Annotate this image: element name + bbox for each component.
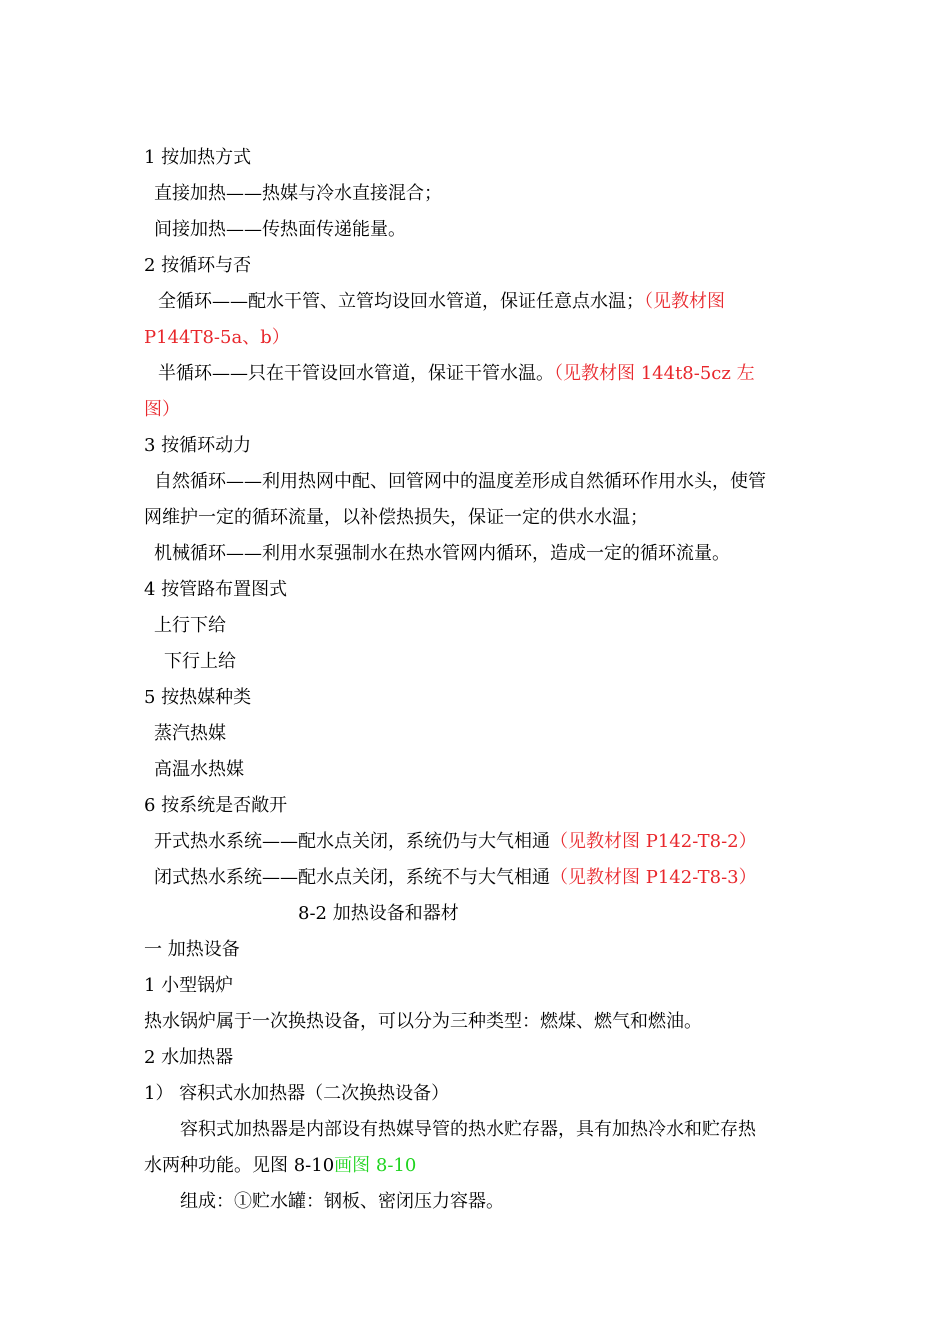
text-bottom-up: 下行上给 (164, 651, 236, 672)
heading-heat-medium: 5 按热媒种类 (144, 687, 252, 708)
text-top-down: 上行下给 (154, 615, 226, 636)
text-closed-system: 闭式热水系统——配水点关闭，系统不与大气相通（见教材图 P142-T8-3） (154, 867, 757, 888)
heading-pipe-layout: 4 按管路布置图式 (144, 579, 288, 600)
ref-note-continued: P144T8-5a、b） (144, 327, 290, 348)
text-direct-heating: 直接加热——热媒与冷水直接混合； (154, 183, 442, 204)
heading-water-heater: 2 水加热器 (144, 1047, 234, 1068)
text-mechanical-circulation: 机械循环——利用水泵强制水在热水管网内循环，造成一定的循环流量。 (154, 543, 730, 564)
text-indirect-heating: 间接加热——传热面传递能量。 (154, 219, 406, 240)
ref-note: （见教材图 144t8-5cz 左 (554, 363, 755, 384)
heading-heating-equipment: 一 加热设备 (144, 939, 240, 960)
ref-note-continued: 图） (144, 399, 180, 420)
ref-note: （见教材图 P142-T8-3） (550, 867, 757, 888)
heading-circulation-power: 3 按循环动力 (144, 435, 252, 456)
heading-small-boiler: 1 小型锅炉 (144, 975, 234, 996)
heading-heating-method: 1 按加热方式 (144, 147, 252, 168)
text-volumetric-description: 容积式加热器是内部设有热媒导管的热水贮存器，具有加热冷水和贮存热 (180, 1119, 756, 1140)
heading-volumetric-heater: 1） 容积式水加热器（二次换热设备） (144, 1083, 450, 1104)
heading-open-system: 6 按系统是否敞开 (144, 795, 288, 816)
text-composition: 组成：①贮水罐：钢板、密闭压力容器。 (180, 1191, 504, 1212)
heading-circulation: 2 按循环与否 (144, 255, 252, 276)
ref-note: （见教材图 (644, 291, 725, 312)
text-hot-water-medium: 高温水热媒 (154, 759, 244, 780)
text-steam-medium: 蒸汽热媒 (154, 723, 226, 744)
text-half-circulation: 半循环——只在干管设回水管道，保证干管水温。（见教材图 144t8-5cz 左 (158, 363, 755, 384)
text-full-circulation: 全循环——配水干管、立管均设回水管道，保证任意点水温；（见教材图 (158, 291, 725, 312)
text-boiler-types: 热水锅炉属于一次换热设备，可以分为三种类型：燃煤、燃气和燃油。 (144, 1011, 702, 1032)
text-natural-circulation: 自然循环——利用热网中配、回管网中的温度差形成自然循环作用水头，使管 (154, 471, 766, 492)
text-natural-circulation-cont: 网维护一定的循环流量，以补偿热损失，保证一定的供水水温； (144, 507, 648, 528)
ref-note: （见教材图 P142-T8-2） (550, 831, 757, 852)
draw-figure-note: 画图 8-10 (334, 1155, 417, 1176)
text-open-system: 开式热水系统——配水点关闭，系统仍与大气相通（见教材图 P142-T8-2） (154, 831, 757, 852)
text-volumetric-description-cont: 水两种功能。见图 8-10画图 8-10 (144, 1155, 417, 1176)
section-title: 8-2 加热设备和器材 (298, 903, 459, 924)
